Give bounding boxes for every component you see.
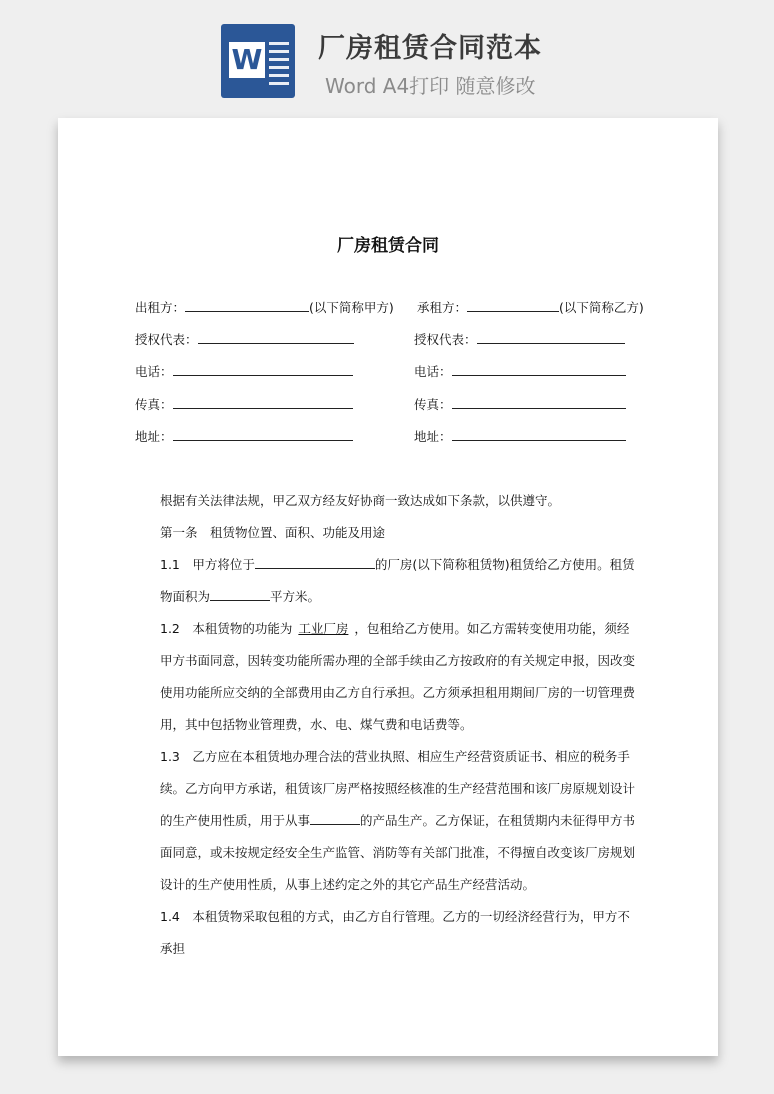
lessee-address-row bbox=[414, 427, 626, 445]
area-blank[interactable] bbox=[210, 587, 270, 601]
lessor-phone-row bbox=[135, 362, 353, 380]
lessee-blank[interactable] bbox=[467, 298, 559, 312]
header-banner bbox=[0, 0, 774, 118]
lessor-note: (以下简称甲方) bbox=[309, 300, 394, 315]
word-icon bbox=[221, 24, 295, 98]
lessee-row bbox=[417, 298, 644, 316]
lessor-fax-row bbox=[135, 395, 353, 413]
phone-label: 电话： bbox=[135, 364, 173, 379]
clause-1-3 bbox=[135, 741, 638, 901]
lessor-fax-blank[interactable] bbox=[173, 395, 353, 409]
lessor-rep-row bbox=[135, 330, 354, 348]
lessor-phone-blank[interactable] bbox=[173, 362, 353, 376]
article-heading: 第一条 租赁物位置、面积、功能及用途 bbox=[160, 525, 386, 540]
word-icon-lines bbox=[269, 42, 289, 90]
clause-1-2-a: 1.2 本租赁物的功能为 bbox=[160, 621, 293, 636]
lessee-rep-blank[interactable] bbox=[477, 330, 625, 344]
lessee-note: (以下简称乙方) bbox=[559, 300, 644, 315]
contract-title: 厂房租赁合同 bbox=[337, 236, 439, 256]
lessee-address-blank[interactable] bbox=[452, 427, 626, 441]
product-blank[interactable] bbox=[310, 811, 360, 825]
lessee-fax-row bbox=[414, 395, 626, 413]
clause-1-3-b: 的产品生产。乙方保证，在租赁期内未征得甲方书面同意，或未按规定经安全生产监管、消防等有关部门批准，不得擅自改变该厂房规划设计的生产使用性质，从事上述约定之外的其它产品生产经营活动。 bbox=[160, 813, 636, 892]
intro-paragraph: 根据有关法律法规，甲乙双方经友好协商一致达成如下条款，以供遵守。 bbox=[160, 493, 561, 508]
address-label: 地址： bbox=[135, 429, 173, 444]
clause-1-2-b: ，包租给乙方使用。如乙方需转变使用功能，须经甲方书面同意，因转变功能所需办理的全部手续由乙方按政府的有关规定申报，因改变使用功能所应交纳的全部费用由乙方自行承担。乙方须承担租用期间厂房的一切管理费用，其中包括物业管理费，水、电、煤气费和电话费等。 bbox=[160, 621, 636, 732]
lessor-row bbox=[135, 298, 394, 316]
clause-1-1 bbox=[135, 549, 638, 613]
address-label: 地址： bbox=[414, 429, 452, 444]
banner-subtitle: Word A4打印 随意修改 bbox=[325, 74, 536, 98]
word-icon-letter: W bbox=[229, 42, 265, 78]
lessor-address-blank[interactable] bbox=[173, 427, 353, 441]
lessor-label: 出租方： bbox=[135, 300, 186, 315]
clause-1-1-a: 1.1 甲方将位于 bbox=[160, 557, 255, 572]
clause-1-1-c: 平方米。 bbox=[270, 589, 321, 604]
clause-1-1-b: 的厂房(以下简称租赁物)租赁给乙方使用。租赁物面积为 bbox=[160, 557, 635, 604]
body-text bbox=[135, 485, 638, 965]
lessee-rep-row bbox=[414, 330, 625, 348]
rep-label: 授权代表： bbox=[135, 332, 198, 347]
clause-1-4: 1.4 本租赁物采取包租的方式，由乙方自行管理。乙方的一切经济经营行为，甲方不承担 bbox=[160, 909, 630, 956]
fax-label: 传真： bbox=[135, 397, 173, 412]
rep-label: 授权代表： bbox=[414, 332, 477, 347]
watermark: ​ bbox=[87, 482, 109, 504]
clause-1-3-a: 1.3 乙方应在本租赁地办理合法的营业执照、相应生产经营资质证书、相应的税务手续。乙方向甲方承诺，租赁该厂房严格按照经核准的生产经营范围和该厂房原规划设计的生产使用性质，用于从事 bbox=[160, 749, 636, 828]
use-value: 工业厂房 bbox=[298, 621, 349, 636]
location-blank[interactable] bbox=[255, 555, 375, 569]
banner-title: 厂房租赁合同范本 bbox=[318, 33, 542, 64]
lessee-label: 承租方： bbox=[417, 300, 468, 315]
fax-label: 传真： bbox=[414, 397, 452, 412]
lessee-phone-row bbox=[414, 362, 626, 380]
document-page bbox=[58, 118, 718, 1056]
phone-label: 电话： bbox=[414, 364, 452, 379]
lessor-rep-blank[interactable] bbox=[198, 330, 354, 344]
lessee-fax-blank[interactable] bbox=[452, 395, 626, 409]
lessee-phone-blank[interactable] bbox=[452, 362, 626, 376]
lessor-address-row bbox=[135, 427, 353, 445]
clause-1-2 bbox=[135, 613, 638, 741]
lessor-blank[interactable] bbox=[185, 298, 309, 312]
